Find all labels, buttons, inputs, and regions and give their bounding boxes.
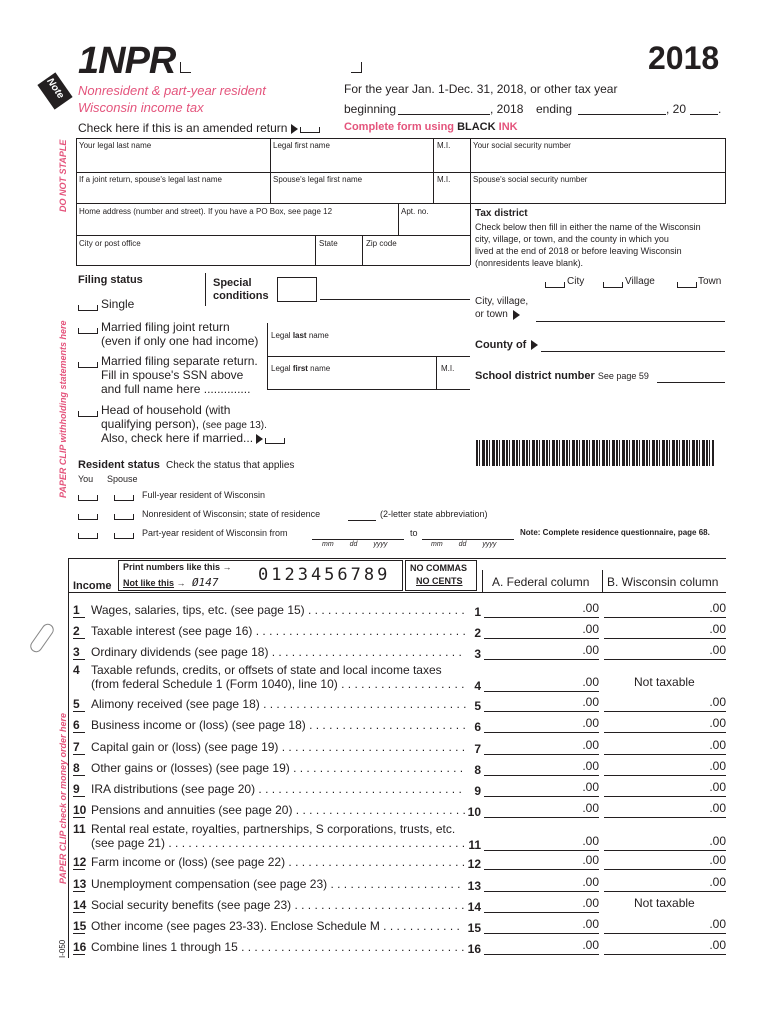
state-field[interactable]: State — [319, 239, 338, 248]
col-a-header: A. Federal column — [492, 575, 590, 589]
line-ref-number: 4 — [474, 679, 481, 693]
spouse-first-name-field[interactable]: Spouse's legal first name — [273, 175, 363, 184]
line-ref-number: 9 — [474, 784, 481, 798]
good-digits: 0123456789 — [258, 565, 391, 585]
federal-amount-field[interactable]: .00 — [484, 695, 599, 712]
line-description: Capital gain or (loss) (see page 19) . . . . . . . . . . . . . . . . . . . . . . . . . . . . — [91, 740, 466, 754]
single-checkbox[interactable] — [78, 305, 98, 311]
subtitle-line1: Nonresident & part-year resident — [78, 83, 266, 98]
hoh-label2-see: (see page 13). — [202, 420, 267, 431]
spouse-mi-field[interactable]: M.I. — [437, 175, 451, 184]
corner-mark-left — [180, 62, 191, 73]
income-line-12 — [73, 855, 728, 875]
black-text: BLACK — [457, 121, 496, 133]
income-line-15 — [73, 919, 728, 939]
wisconsin-amount-field[interactable]: .00 — [604, 917, 726, 934]
line-description: Farm income or (loss) (see page 22) . . . . . . . . . . . . . . . . . . . . . . . . . . . — [91, 855, 466, 869]
federal-amount-field[interactable]: .00 — [484, 643, 599, 660]
no-cents: NO CENTS — [416, 576, 463, 586]
line-number: 8 — [73, 761, 85, 776]
line-ref-number: 10 — [467, 805, 481, 819]
hoh-label2 — [101, 417, 267, 431]
ending-date-field[interactable] — [578, 114, 666, 115]
print-like-label: Print numbers like this → — [123, 562, 232, 572]
you-label: You — [78, 474, 94, 484]
federal-amount-field[interactable]: .00 — [484, 875, 599, 892]
wisconsin-amount-field[interactable]: .00 — [604, 695, 726, 712]
tax-district-desc2: city, village, or town, and the county in which you — [475, 234, 669, 244]
date-format-from — [322, 541, 387, 548]
city-label: City — [567, 276, 585, 287]
line-number: 12 — [73, 855, 87, 869]
line-ref-number: 11 — [468, 838, 481, 852]
federal-amount-field[interactable]: .00 — [484, 622, 599, 639]
cvt-label2: or town — [475, 309, 508, 320]
arrow-right-icon — [256, 434, 263, 444]
legal-first-pre: Legal — [271, 364, 291, 373]
county-label: County of — [475, 339, 527, 351]
yyyy2: yyyy — [482, 541, 497, 548]
income-label: Income — [73, 580, 112, 592]
paperclip-icon — [28, 621, 56, 654]
subtitle-line2: Wisconsin income tax — [78, 100, 204, 115]
ending-label: ending — [536, 102, 573, 116]
clip-statements-text: PAPER CLIP withholding statements here — [58, 320, 68, 498]
line-number: 1 — [73, 603, 85, 618]
last-name-field[interactable]: Your legal last name — [79, 141, 152, 150]
wisconsin-amount-field[interactable]: .00 — [604, 759, 726, 776]
income-line-7 — [73, 740, 728, 760]
wisconsin-amount-field[interactable]: .00 — [604, 801, 726, 818]
hoh-label3-text: Also, check here if married... — [101, 431, 254, 445]
ink-text: INK — [498, 121, 518, 133]
federal-amount-field[interactable]: .00 — [484, 834, 599, 851]
line-description: Other gains or (losses) (see page 19) . . . . . . . . . . . . . . . . . . . . . . . . . . — [91, 761, 464, 775]
single-label: Single — [101, 297, 135, 311]
line-description: Business income or (loss) (see page 18) . . . . . . . . . . . . . . . . . . . . . . . . — [91, 718, 466, 732]
legal-first-post: name — [310, 364, 331, 373]
questionnaire-note: Note: Complete residence questionnaire, page 68. — [520, 528, 710, 537]
wisconsin-amount-field[interactable]: .00 — [604, 834, 726, 851]
line-ref-number: 6 — [474, 720, 481, 734]
line-ref-number: 14 — [467, 900, 481, 914]
wisconsin-amount-field[interactable]: .00 — [604, 875, 726, 892]
col-b-header: B. Wisconsin column — [607, 575, 719, 589]
hoh-checkbox[interactable] — [78, 411, 98, 417]
line-ref-number: 8 — [474, 763, 481, 777]
federal-amount-field[interactable]: .00 — [484, 759, 599, 776]
beginning-date-field[interactable] — [398, 114, 490, 115]
town-label: Town — [698, 276, 722, 287]
dd2: dd — [458, 541, 467, 548]
mfs-label3: and full name here .............. — [101, 382, 251, 396]
special-conditions-label1: Special — [213, 277, 252, 289]
line-number: 5 — [73, 697, 85, 712]
period: . — [718, 102, 722, 116]
school-text: School district number — [475, 370, 595, 382]
income-line-3 — [73, 645, 728, 665]
zip-field[interactable]: Zip code — [366, 239, 397, 248]
wisconsin-amount-field[interactable]: .00 — [604, 780, 726, 797]
form-year: 2018 — [648, 40, 720, 76]
resident-title-text: Resident status — [78, 459, 160, 471]
mm2: mm — [431, 541, 443, 548]
form-code: I-050 — [58, 939, 67, 958]
no-commas: NO COMMAS — [410, 563, 467, 573]
ssn-field[interactable]: Your social security number — [473, 141, 571, 150]
line-number: 13 — [73, 877, 87, 891]
part-year-spouse-checkbox[interactable] — [114, 533, 134, 539]
line-description-cont: (from federal Schedule 1 (Form 1040), line 10) . . . . . . . . . . . . . . . . . . . — [91, 677, 465, 691]
line-ref-number: 1 — [474, 605, 481, 619]
cvt-label1: City, village, — [475, 296, 529, 307]
federal-amount-field[interactable]: .00 — [484, 938, 599, 955]
city-field[interactable]: City or post office — [79, 239, 141, 248]
income-line-1 — [73, 603, 728, 623]
tax-district-title: Tax district — [475, 208, 528, 219]
legal-first-bold: first — [292, 364, 308, 373]
town-checkbox[interactable] — [677, 282, 697, 288]
village-checkbox[interactable] — [603, 282, 623, 288]
ending-year-field[interactable] — [690, 114, 718, 115]
income-line-4 — [73, 663, 728, 697]
part-year-you-checkbox[interactable] — [78, 533, 98, 539]
mfs-label1: Married filing separate return. — [101, 354, 258, 368]
dd1: dd — [349, 541, 358, 548]
abbr-label: (2-letter state abbreviation) — [380, 509, 488, 519]
income-line-14 — [73, 898, 728, 918]
line-description: IRA distributions (see page 20) . . . . . . . . . . . . . . . . . . . . . . . . . . . . . . . — [91, 782, 462, 796]
print-like-text: Print numbers like this — [123, 562, 221, 572]
hoh-label3 — [101, 431, 263, 445]
income-line-16 — [73, 940, 728, 960]
line-number: 16 — [73, 940, 87, 954]
yyyy1: yyyy — [373, 541, 388, 548]
village-label: Village — [625, 276, 655, 287]
federal-amount-field[interactable]: .00 — [484, 853, 599, 870]
income-line-10 — [73, 803, 728, 823]
line-ref-number: 13 — [467, 879, 481, 893]
full-year-label: Full-year resident of Wisconsin — [142, 490, 266, 500]
barcode — [476, 440, 714, 466]
first-name-field[interactable]: Legal first name — [273, 141, 330, 150]
line-description: Taxable interest (see page 16) . . . . . . . . . . . . . . . . . . . . . . . . . . . . . . . . — [91, 624, 466, 638]
income-line-11 — [73, 822, 728, 856]
wisconsin-amount-field[interactable]: .00 — [604, 938, 726, 955]
nonresident-label: Nonresident of Wisconsin; state of residence — [142, 509, 321, 519]
to-label: to — [410, 528, 418, 538]
line-description: Unemployment compensation (see page 23) . . . . . . . . . . . . . . . . . . . . — [91, 877, 461, 891]
corner-mark-right — [351, 62, 362, 73]
federal-amount-field[interactable]: .00 — [484, 896, 599, 913]
income-line-13 — [73, 877, 728, 897]
city-checkbox[interactable] — [545, 282, 565, 288]
note-badge — [37, 72, 72, 109]
line-number: 7 — [73, 740, 85, 755]
amended-label — [78, 121, 298, 135]
arrow-right-icon — [531, 340, 538, 350]
tax-year-text: For the year Jan. 1-Dec. 31, 2018, or other tax year — [344, 82, 618, 96]
amended-checkbox[interactable] — [300, 127, 320, 133]
address-field[interactable]: Home address (number and street). If you have a PO Box, see page 12 — [79, 207, 333, 216]
complete-form-text: Complete form using — [344, 121, 455, 133]
line-description: Wages, salaries, tips, etc. (see page 15) . . . . . . . . . . . . . . . . . . . . . . . . — [91, 603, 465, 617]
resident-status-title — [78, 459, 294, 471]
hoh-married-checkbox[interactable] — [265, 438, 285, 444]
federal-amount-field[interactable]: .00 — [484, 716, 599, 733]
nonresident-spouse-checkbox[interactable] — [114, 514, 134, 520]
line-ref-number: 15 — [467, 921, 481, 935]
line-description: Other income (see pages 23-33). Enclose Schedule M . . . . . . . . . . . . — [91, 919, 460, 933]
tax-district-desc3: lived at the end of 2018 or before leaving Wisconsin — [475, 246, 682, 256]
line-ref-number: 12 — [467, 857, 481, 871]
line-description: Alimony received (see page 18) . . . . . . . . . . . . . . . . . . . . . . . . . . . . . . . — [91, 697, 467, 711]
line-description: Ordinary dividends (see page 18) . . . . . . . . . . . . . . . . . . . . . . . . . . . . . — [91, 645, 462, 659]
part-year-label: Part-year resident of Wisconsin from — [142, 528, 288, 538]
spouse-ssn-field[interactable]: Spouse's social security number — [473, 175, 588, 184]
apt-field[interactable]: Apt. no. — [401, 207, 429, 216]
line-description-cont: (see page 21) . . . . . . . . . . . . . . . . . . . . . . . . . . . . . . . . . . . . . . . . . . . . . — [91, 836, 466, 850]
full-year-you-checkbox[interactable] — [78, 495, 98, 501]
line-number: 2 — [73, 624, 85, 639]
school-see: See page 59 — [597, 371, 649, 381]
federal-amount-field[interactable]: .00 — [484, 675, 599, 692]
line-number: 15 — [73, 919, 87, 933]
arrow-right-icon — [513, 310, 520, 320]
hoh-label1: Head of household (with — [101, 403, 231, 417]
special-conditions-box[interactable] — [277, 277, 317, 302]
line-description: Social security benefits (see page 23) . . . . . . . . . . . . . . . . . . . . . . . . . . — [91, 898, 465, 912]
cvt-field[interactable] — [536, 321, 725, 322]
line-ref-number: 7 — [474, 742, 481, 756]
line-description: Taxable refunds, credits, or offsets of state and local income taxes — [91, 663, 442, 677]
mfs-checkbox[interactable] — [78, 362, 98, 368]
wisconsin-amount-field: Not taxable — [634, 896, 695, 910]
mfj-checkbox[interactable] — [78, 328, 98, 334]
note-badge-text: Note — [44, 76, 67, 101]
line-number: 11 — [73, 822, 86, 836]
wisconsin-amount-field[interactable]: .00 — [604, 601, 726, 618]
mfj-label1: Married filing joint return — [101, 320, 230, 334]
line-ref-number: 3 — [474, 647, 481, 661]
complete-form-note — [344, 121, 518, 133]
not-like-text: Not like this — [123, 578, 175, 588]
federal-amount-field[interactable]: .00 — [484, 917, 599, 934]
do-not-staple-text: DO NOT STAPLE — [58, 139, 68, 212]
county-field[interactable] — [541, 351, 725, 352]
line-ref-number: 5 — [474, 699, 481, 713]
spouse-label: Spouse — [107, 474, 138, 484]
beginning-label: beginning — [344, 102, 397, 116]
income-line-2 — [73, 624, 728, 644]
hoh-label2-text: qualifying person), — [101, 417, 200, 431]
arrow-right-icon — [291, 124, 298, 134]
line-number: 3 — [73, 645, 85, 660]
year-end: , 20 — [666, 102, 687, 116]
income-line-5 — [73, 697, 728, 717]
full-year-spouse-checkbox[interactable] — [114, 495, 134, 501]
income-line-6 — [73, 718, 728, 738]
income-line-8 — [73, 761, 728, 781]
nonresident-you-checkbox[interactable] — [78, 514, 98, 520]
line-number: 6 — [73, 718, 85, 733]
mfs-label2: Fill in spouse's SSN above — [101, 368, 244, 382]
line-description: Combine lines 1 through 15 . . . . . . . . . . . . . . . . . . . . . . . . . . . . . . . . . . — [91, 940, 465, 954]
federal-amount-field[interactable]: .00 — [484, 780, 599, 797]
resident-sub-text: Check the status that applies — [165, 460, 295, 471]
clip-check-text: PAPER CLIP check or money order here — [58, 712, 68, 884]
income-line-9 — [73, 782, 728, 802]
part-year-to-field[interactable] — [422, 539, 514, 540]
tax-district-desc1: Check below then fill in either the name of the Wisconsin — [475, 222, 701, 232]
tax-district-desc4: (nonresidents leave blank). — [475, 258, 584, 268]
not-like-label: Not like this → Ø147 — [123, 576, 219, 589]
filing-status-title: Filing status — [78, 274, 143, 286]
year-mid: , 2018 — [490, 102, 524, 116]
federal-amount-field[interactable]: .00 — [484, 801, 599, 818]
form-id: 1NPR — [78, 40, 176, 82]
line-description: Rental real estate, royalties, partnerships, S corporations, trusts, etc. — [91, 822, 456, 836]
federal-amount-field[interactable]: .00 — [484, 601, 599, 618]
spouse-legal-first-field[interactable] — [271, 364, 330, 373]
spouse-last-name-field[interactable]: If a joint return, spouse's legal last name — [79, 175, 222, 184]
line-description: Pensions and annuities (see page 20) . . . . . . . . . . . . . . . . . . . . . . . . . . — [91, 803, 466, 817]
date-format-to — [431, 541, 496, 548]
amended-text: Check here if this is an amended return — [78, 121, 288, 135]
mi-field[interactable]: M.I. — [437, 141, 451, 150]
line-ref-number: 2 — [474, 626, 481, 640]
line-number: 4 — [73, 663, 80, 677]
legal-last-bold: last — [292, 331, 307, 340]
wisconsin-amount-field[interactable]: .00 — [604, 716, 726, 733]
mfj-label2: (even if only one had income) — [101, 334, 259, 348]
wisconsin-amount-field[interactable]: .00 — [604, 622, 726, 639]
line-number: 14 — [73, 898, 87, 912]
school-label — [475, 370, 649, 382]
legal-last-post: name — [308, 331, 329, 340]
wisconsin-amount-field[interactable]: .00 — [604, 738, 726, 755]
special-conditions-label2: conditions — [213, 290, 269, 302]
line-number: 10 — [73, 803, 87, 817]
bad-digits: Ø147 — [192, 576, 219, 589]
line-number: 9 — [73, 782, 85, 797]
line-ref-number: 16 — [467, 942, 481, 956]
legal-last-pre: Legal — [271, 331, 291, 340]
spouse-mi-field2[interactable]: M.I. — [441, 364, 455, 373]
wisconsin-amount-field: Not taxable — [634, 675, 695, 689]
state-residence-field[interactable] — [348, 520, 376, 521]
wisconsin-amount-field[interactable]: .00 — [604, 853, 726, 870]
federal-amount-field[interactable]: .00 — [484, 738, 599, 755]
mm1: mm — [322, 541, 334, 548]
school-field[interactable] — [657, 382, 725, 383]
part-year-from-field[interactable] — [312, 539, 404, 540]
spouse-legal-last-field[interactable] — [271, 331, 329, 340]
wisconsin-amount-field[interactable]: .00 — [604, 643, 726, 660]
